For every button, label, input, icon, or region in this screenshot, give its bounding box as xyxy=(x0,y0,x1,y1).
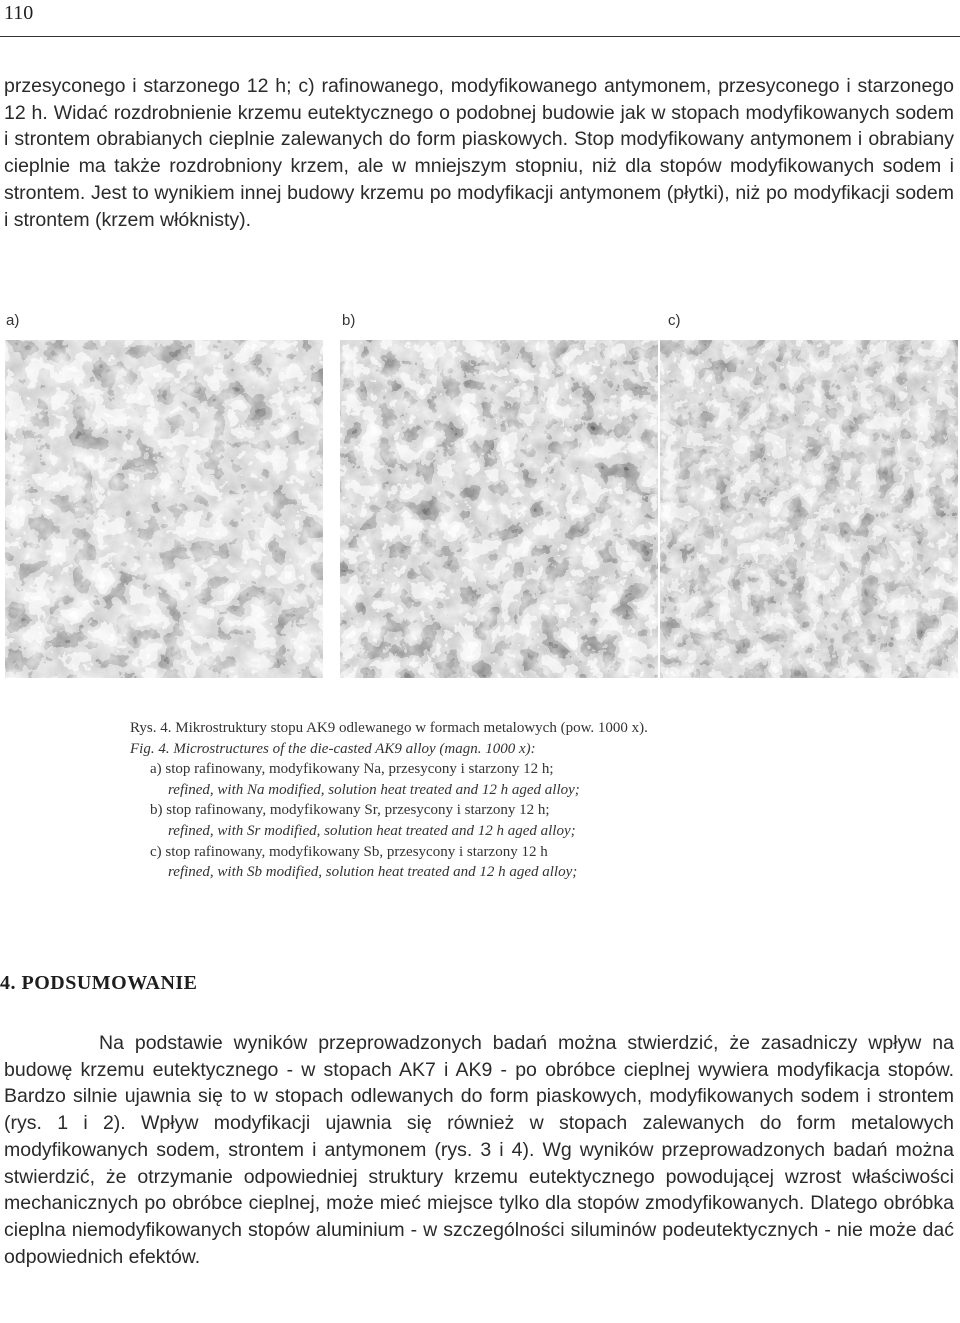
caption-item-a-pl: a) stop rafinowany, modyfikowany Na, przesycony i starzony 12 h; xyxy=(150,761,554,778)
caption-item-b-pl: b) stop rafinowany, modyfikowany Sr, przesycony i starzony 12 h; xyxy=(150,802,550,819)
figure-caption xyxy=(130,718,890,883)
caption-item-a-en: refined, with Na modified, solution heat treated and 12 h aged alloy; xyxy=(168,781,580,798)
caption-item-c-pl: c) stop rafinowany, modyfikowany Sb, przesycony i starzony 12 h xyxy=(150,843,548,860)
micrograph-c xyxy=(660,340,958,678)
caption-title-pl: Rys. 4. Mikrostruktury stopu AK9 odlewanego w formach metalowych (pow. 1000 x). xyxy=(130,720,648,736)
panel-label-c: c) xyxy=(668,312,681,329)
header-rule xyxy=(0,36,960,37)
caption-item-b-en: refined, with Sr modified, solution heat treated and 12 h aged alloy; xyxy=(168,822,576,839)
micrograph-b xyxy=(340,340,658,678)
summary-paragraph xyxy=(4,1030,954,1270)
panel-label-b: b) xyxy=(342,312,356,329)
panel-label-a: a) xyxy=(6,312,20,329)
caption-title-en: Fig. 4. Microstructures of the die-casted AK9 alloy (magn. 1000 x): xyxy=(130,740,536,757)
page-number: 110 xyxy=(4,2,34,24)
summary-text: Na podstawie wyników przeprowadzonych badań można stwierdzić, że zasadniczy wpływ na budowę krzemu eutektycznego - w stopach AK7 i AK9 - po obróbce cieplnej wywiera modyfikacja stopów. Bardzo silnie ujawnia się to w stopach odlewanych do form piaskowych, modyfikowanych sodem i strontem (rys. 1 i 2). Wpływ modyfikacji ujawnia się również w stopach zalewanych do form metalowych modyfikowanych sodem, strontem i antymonem (rys. 3 i 4). Wg wyników przeprowadzonych badań można stwierdzić, że otrzymanie odpowiedniej struktury krzemu eutektycznego powodującej wzrost właściwości mechanicznych po obróbce cieplnej, może mieć miejsce tylko dla stopów zmodyfikowanych. Dlatego obróbka cieplna niemodyfikowanych stopów aluminium - w szczególności siluminów podeutektycznych - nie może dać odpowiednich efektów. xyxy=(4,1032,954,1268)
section-heading: 4. PODSUMOWANIE xyxy=(0,972,198,994)
intro-paragraph: przesyconego i starzonego 12 h; c) rafinowanego, modyfikowanego antymonem, przesyconego i starzonego 12 h. Widać rozdrobnienie krzemu eutektycznego o podobnej budowie jak w stopach modyfikowanych sodem i strontem obrabianych cieplnie zalewanych do form piaskowych. Stop modyfikowany antymonem i obrabiany cieplnie ma także rozdrobniony krzem, ale w mniejszym stopniu, niż dla stopów modyfikowanych sodem i strontem. Jest to wynikiem innej budowy krzemu po modyfikacji antymonem (płytki), niż po modyfikacji sodem i strontem (krzem włóknisty). xyxy=(4,75,954,231)
micrograph-a xyxy=(5,340,323,678)
caption-item-c-en: refined, with Sb modified, solution heat treated and 12 h aged alloy; xyxy=(168,864,578,881)
